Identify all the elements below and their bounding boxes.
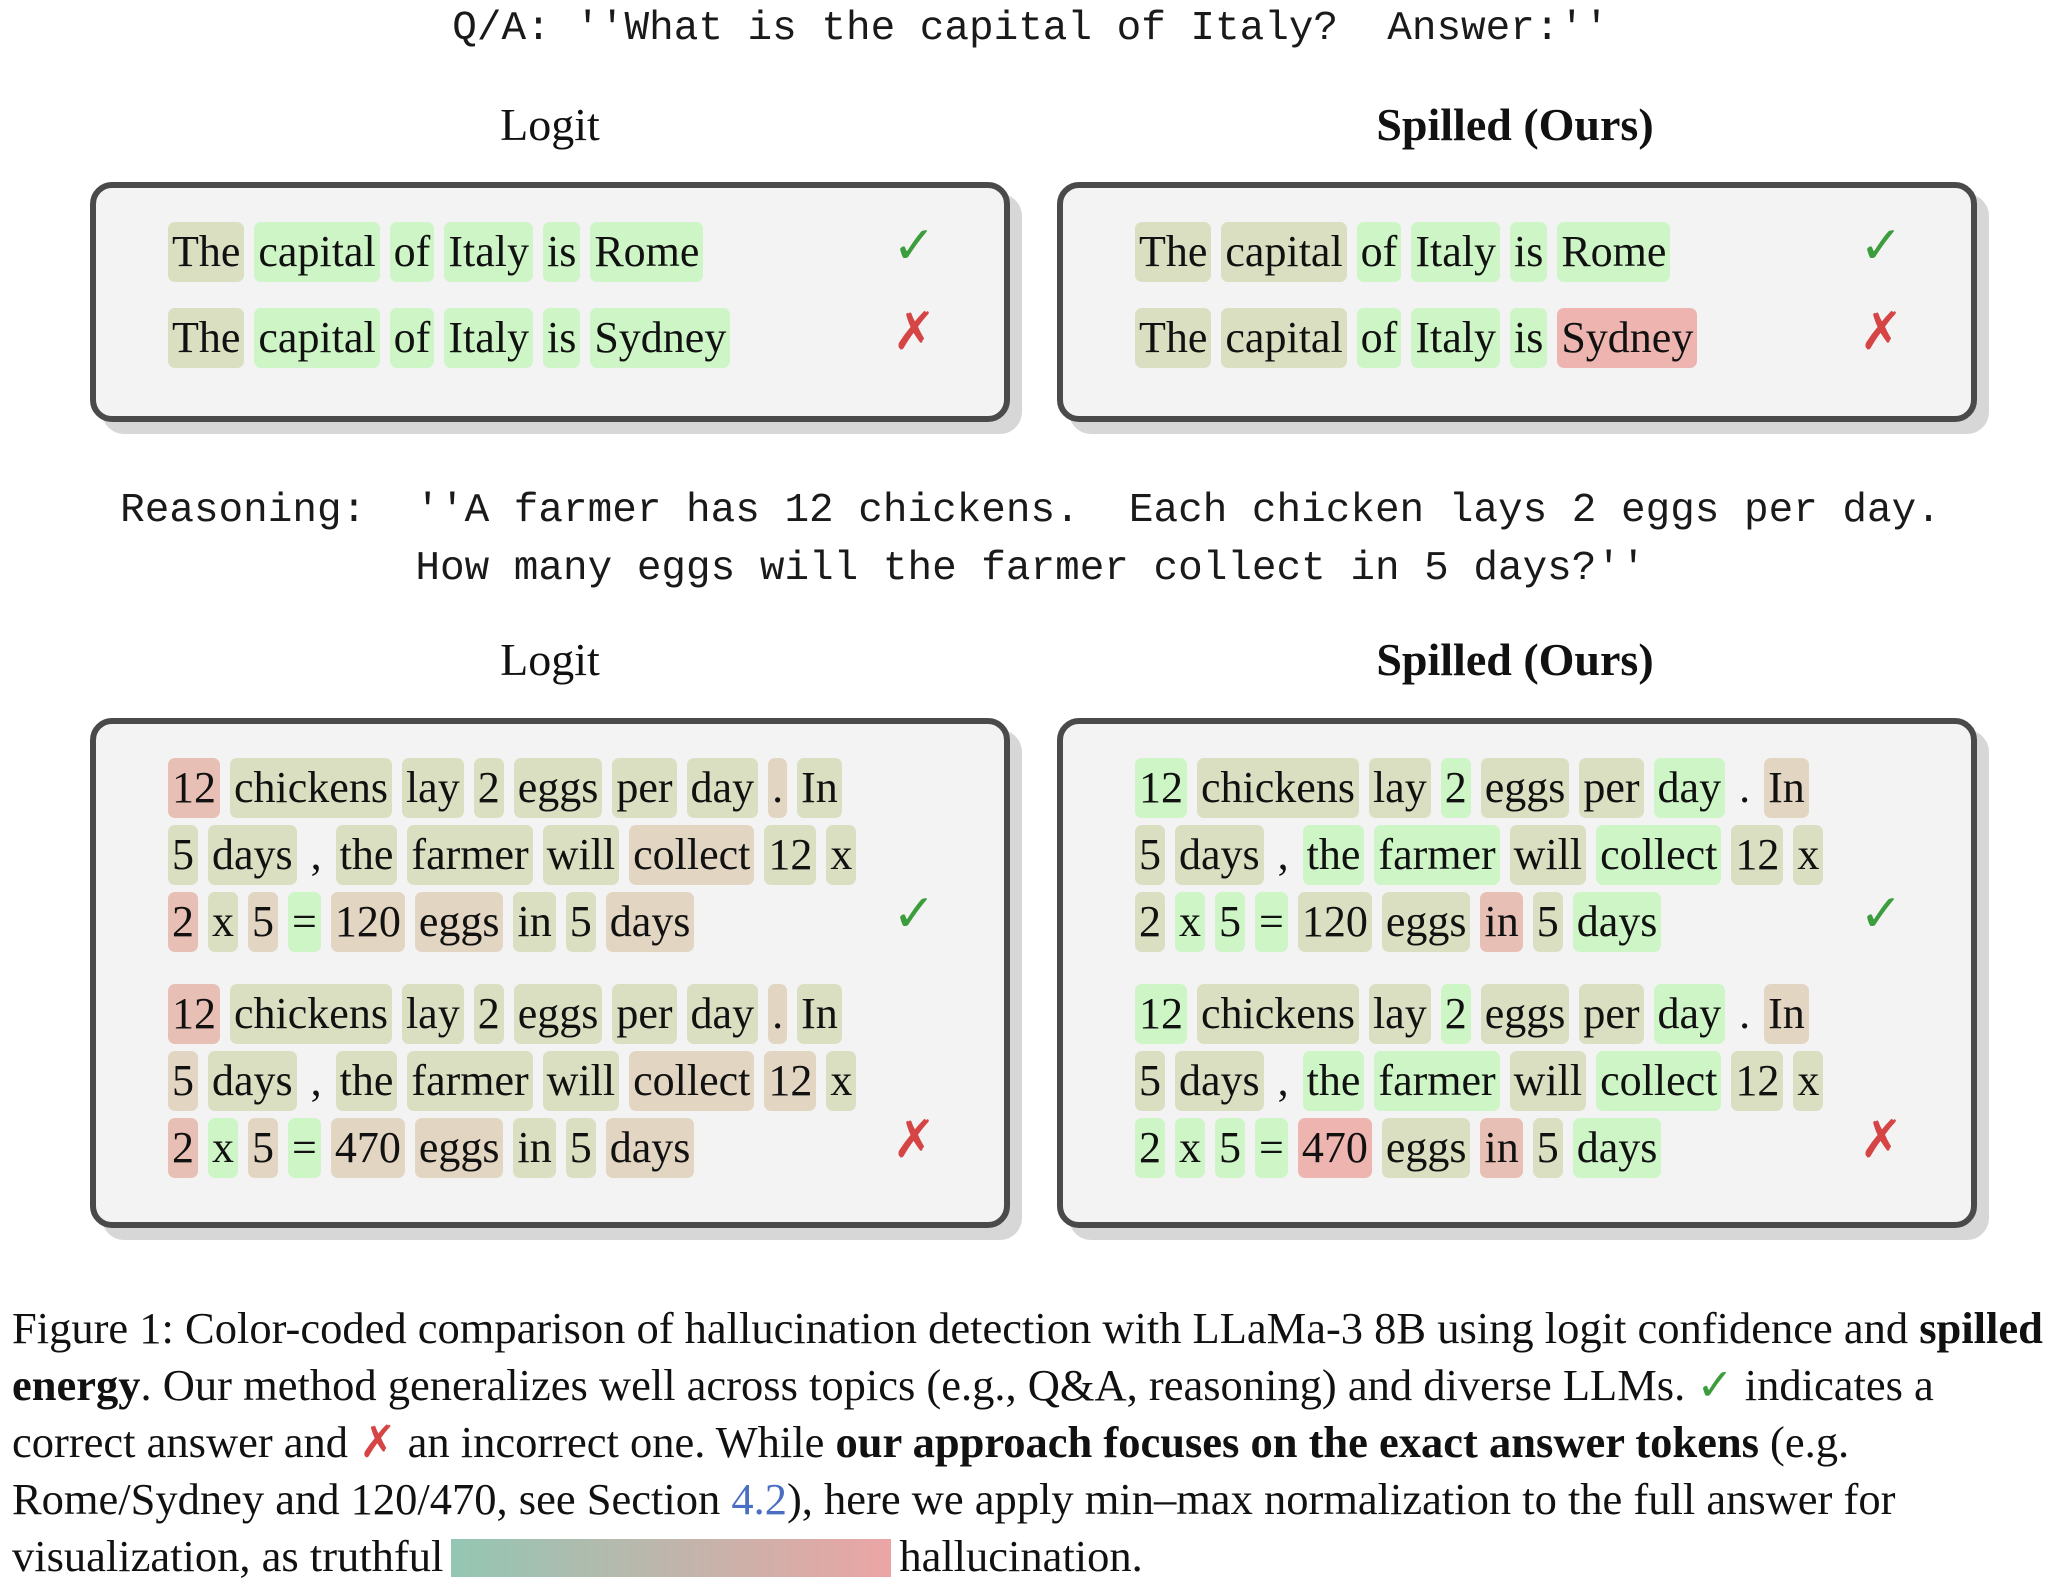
token: eggs <box>514 984 603 1044</box>
token: . <box>1739 763 1751 812</box>
reasoning-logit-panel <box>90 718 1010 1228</box>
token-line <box>1135 982 1895 1046</box>
colorbar-truthful-hallucination <box>451 1539 891 1577</box>
answer-sequence <box>168 220 928 287</box>
token: . <box>768 758 787 818</box>
token: x <box>208 1118 238 1178</box>
token: Italy <box>1411 308 1500 368</box>
qa-spilled-panel <box>1057 182 1977 422</box>
token: . <box>768 984 787 1044</box>
answer-sequence <box>1135 220 1895 287</box>
token: days <box>208 1051 297 1111</box>
cross-icon: ✗ <box>892 302 936 362</box>
token: in <box>1480 1118 1522 1178</box>
token-line <box>168 890 928 954</box>
token: the <box>336 1051 398 1111</box>
token: 12 <box>764 1051 816 1111</box>
token: = <box>1255 892 1288 952</box>
caption-text-3: indicates a correct answer and <box>12 1360 1934 1467</box>
token: lay <box>402 758 464 818</box>
caption-text-2: . Our method generalizes well across topics (e.g., Q&A, reasoning) and diverse LLMs. <box>140 1360 1697 1410</box>
token: eggs <box>1481 758 1570 818</box>
token: days <box>1175 1051 1264 1111</box>
token: eggs <box>1382 892 1471 952</box>
token: day <box>687 984 759 1044</box>
token-line <box>1135 890 1895 954</box>
check-icon: ✓ <box>1696 1360 1734 1410</box>
token: days <box>1573 892 1662 952</box>
token-line <box>168 1116 928 1180</box>
token: 2 <box>1135 1118 1165 1178</box>
token: capital <box>1221 222 1346 282</box>
reasoning-spilled-header: Spilled (Ours) <box>1376 634 1654 685</box>
reasoning-logit-header: Logit <box>500 634 600 685</box>
token: eggs <box>1382 1118 1471 1178</box>
token: . <box>1739 989 1751 1038</box>
caption-bold-2: our approach focuses on the exact answer tokens <box>835 1417 1759 1467</box>
cross-icon: ✗ <box>1859 1110 1903 1170</box>
token: the <box>1303 1051 1365 1111</box>
token: is <box>1510 222 1547 282</box>
token: per <box>1579 984 1643 1044</box>
token: days <box>1573 1118 1662 1178</box>
token: 2 <box>168 1118 198 1178</box>
token: will <box>1510 825 1586 885</box>
answer-sequence <box>168 306 928 373</box>
token: 470 <box>1298 1118 1372 1178</box>
token: 5 <box>1533 1118 1563 1178</box>
token: in <box>513 1118 555 1178</box>
token: lay <box>402 984 464 1044</box>
token: 120 <box>1298 892 1372 952</box>
reasoning-spilled-panel <box>1057 718 1977 1228</box>
token: 5 <box>1533 892 1563 952</box>
reasoning-prompt-line2: How many eggs will the farmer collect in 5 days?'' <box>415 546 1646 592</box>
reasoning-prompt-line1: Reasoning: ''A farmer has 12 chickens. Each chicken lays 2 eggs per day. <box>120 488 1941 534</box>
token: 5 <box>168 825 198 885</box>
token: 5 <box>248 1118 278 1178</box>
token: 5 <box>1215 1118 1245 1178</box>
token: days <box>208 825 297 885</box>
token: days <box>1175 825 1264 885</box>
token: the <box>1303 825 1365 885</box>
token: , <box>310 1056 322 1105</box>
token: 12 <box>1731 1051 1783 1111</box>
token: x <box>826 1051 856 1111</box>
token-line <box>168 306 928 370</box>
check-icon: ✓ <box>1859 216 1903 276</box>
token: chickens <box>1197 984 1359 1044</box>
token: x <box>1793 825 1823 885</box>
caption-text-4: an incorrect one. While <box>396 1417 836 1467</box>
answer-sequence <box>168 756 928 957</box>
cross-icon: ✗ <box>1859 302 1903 362</box>
token: , <box>1277 830 1289 879</box>
token: 12 <box>1135 758 1187 818</box>
token: will <box>1510 1051 1586 1111</box>
token: per <box>612 984 676 1044</box>
token: capital <box>254 308 379 368</box>
token: chickens <box>230 984 392 1044</box>
token: capital <box>254 222 379 282</box>
token: collect <box>1596 1051 1721 1111</box>
token: 470 <box>331 1118 405 1178</box>
token-line <box>168 220 928 284</box>
token: 5 <box>168 1051 198 1111</box>
token: In <box>1764 984 1809 1044</box>
token-line <box>1135 1116 1895 1180</box>
token: eggs <box>1481 984 1570 1044</box>
token: days <box>606 1118 695 1178</box>
caption-text-5: (e.g. Rome/Sydney and 120/470, see Section <box>12 1417 1850 1524</box>
token-line <box>168 823 928 887</box>
caption-label: Figure 1: <box>12 1303 174 1353</box>
token: day <box>1654 758 1726 818</box>
answer-sequence <box>1135 982 1895 1183</box>
token-line <box>1135 220 1895 284</box>
figure-caption <box>12 1300 2052 1585</box>
token: 12 <box>764 825 816 885</box>
token: Sydney <box>590 308 730 368</box>
token: , <box>310 830 322 879</box>
token: chickens <box>1197 758 1359 818</box>
token: eggs <box>415 892 504 952</box>
token: is <box>1510 308 1547 368</box>
token: x <box>1175 1118 1205 1178</box>
token: 5 <box>248 892 278 952</box>
check-icon: ✓ <box>892 884 936 944</box>
token: x <box>208 892 238 952</box>
check-icon: ✓ <box>1859 884 1903 944</box>
token: in <box>513 892 555 952</box>
token: In <box>797 758 842 818</box>
token: 5 <box>566 892 596 952</box>
token: = <box>1255 1118 1288 1178</box>
qa-logit-panel <box>90 182 1010 422</box>
token: x <box>1793 1051 1823 1111</box>
token: of <box>1357 222 1402 282</box>
token-line <box>1135 306 1895 370</box>
token: 2 <box>1135 892 1165 952</box>
token: will <box>543 825 619 885</box>
token: lay <box>1369 758 1431 818</box>
token: collect <box>1596 825 1721 885</box>
token: of <box>390 308 435 368</box>
qa-prompt: Q/A: ''What is the capital of Italy? Answer:'' <box>452 6 1609 52</box>
token-line <box>168 1049 928 1113</box>
token: In <box>1764 758 1809 818</box>
token: day <box>1654 984 1726 1044</box>
token: The <box>1135 308 1211 368</box>
token: days <box>606 892 695 952</box>
token: x <box>1175 892 1205 952</box>
token: per <box>612 758 676 818</box>
token: = <box>288 1118 321 1178</box>
token: The <box>168 308 244 368</box>
answer-sequence <box>1135 306 1895 373</box>
token: 12 <box>168 984 220 1044</box>
token: eggs <box>514 758 603 818</box>
token-line <box>168 982 928 1046</box>
token: Sydney <box>1557 308 1697 368</box>
token: 12 <box>1731 825 1783 885</box>
check-icon: ✓ <box>892 216 936 276</box>
token: Italy <box>444 222 533 282</box>
token-line <box>168 756 928 820</box>
token: farmer <box>1374 1051 1499 1111</box>
token: collect <box>629 1051 754 1111</box>
token: = <box>288 892 321 952</box>
token: per <box>1579 758 1643 818</box>
token-line <box>1135 1049 1895 1113</box>
token: 2 <box>474 984 504 1044</box>
token: farmer <box>407 825 532 885</box>
token: of <box>1357 308 1402 368</box>
token-line <box>1135 756 1895 820</box>
token: , <box>1277 1056 1289 1105</box>
token: 5 <box>1215 892 1245 952</box>
token: The <box>1135 222 1211 282</box>
token: Italy <box>1411 222 1500 282</box>
qa-logit-header: Logit <box>500 99 600 150</box>
token: 120 <box>331 892 405 952</box>
token: The <box>168 222 244 282</box>
answer-sequence <box>1135 756 1895 957</box>
token: 12 <box>168 758 220 818</box>
token: capital <box>1221 308 1346 368</box>
token: 2 <box>1441 984 1471 1044</box>
token: 2 <box>1441 758 1471 818</box>
token: day <box>687 758 759 818</box>
token: the <box>336 825 398 885</box>
caption-text-6: ), here we apply min–max normalization to the full answer for visualization, as truthful <box>12 1474 1896 1581</box>
token: will <box>543 1051 619 1111</box>
token: 5 <box>1135 1051 1165 1111</box>
token: lay <box>1369 984 1431 1044</box>
cross-icon: ✗ <box>359 1417 397 1467</box>
token: 5 <box>1135 825 1165 885</box>
token: 2 <box>168 892 198 952</box>
token: 12 <box>1135 984 1187 1044</box>
answer-sequence <box>168 982 928 1183</box>
caption-bold-1: spilled energy <box>12 1303 2043 1410</box>
token: is <box>543 308 580 368</box>
token: 2 <box>474 758 504 818</box>
token: collect <box>629 825 754 885</box>
qa-spilled-header: Spilled (Ours) <box>1376 99 1654 150</box>
token: in <box>1480 892 1522 952</box>
token: chickens <box>230 758 392 818</box>
section-ref-link[interactable]: 4.2 <box>731 1474 787 1524</box>
token: farmer <box>407 1051 532 1111</box>
token: is <box>543 222 580 282</box>
token: eggs <box>415 1118 504 1178</box>
token: 5 <box>566 1118 596 1178</box>
caption-text-1: Color-coded comparison of hallucination detection with LLaMa-3 8B using logit confidence and <box>173 1303 1920 1353</box>
token: Italy <box>444 308 533 368</box>
token: x <box>826 825 856 885</box>
token: Rome <box>1557 222 1670 282</box>
token: Rome <box>590 222 703 282</box>
cross-icon: ✗ <box>892 1110 936 1170</box>
token: of <box>390 222 435 282</box>
token-line <box>1135 823 1895 887</box>
caption-text-7: hallucination. <box>899 1531 1143 1581</box>
token: farmer <box>1374 825 1499 885</box>
token: In <box>797 984 842 1044</box>
